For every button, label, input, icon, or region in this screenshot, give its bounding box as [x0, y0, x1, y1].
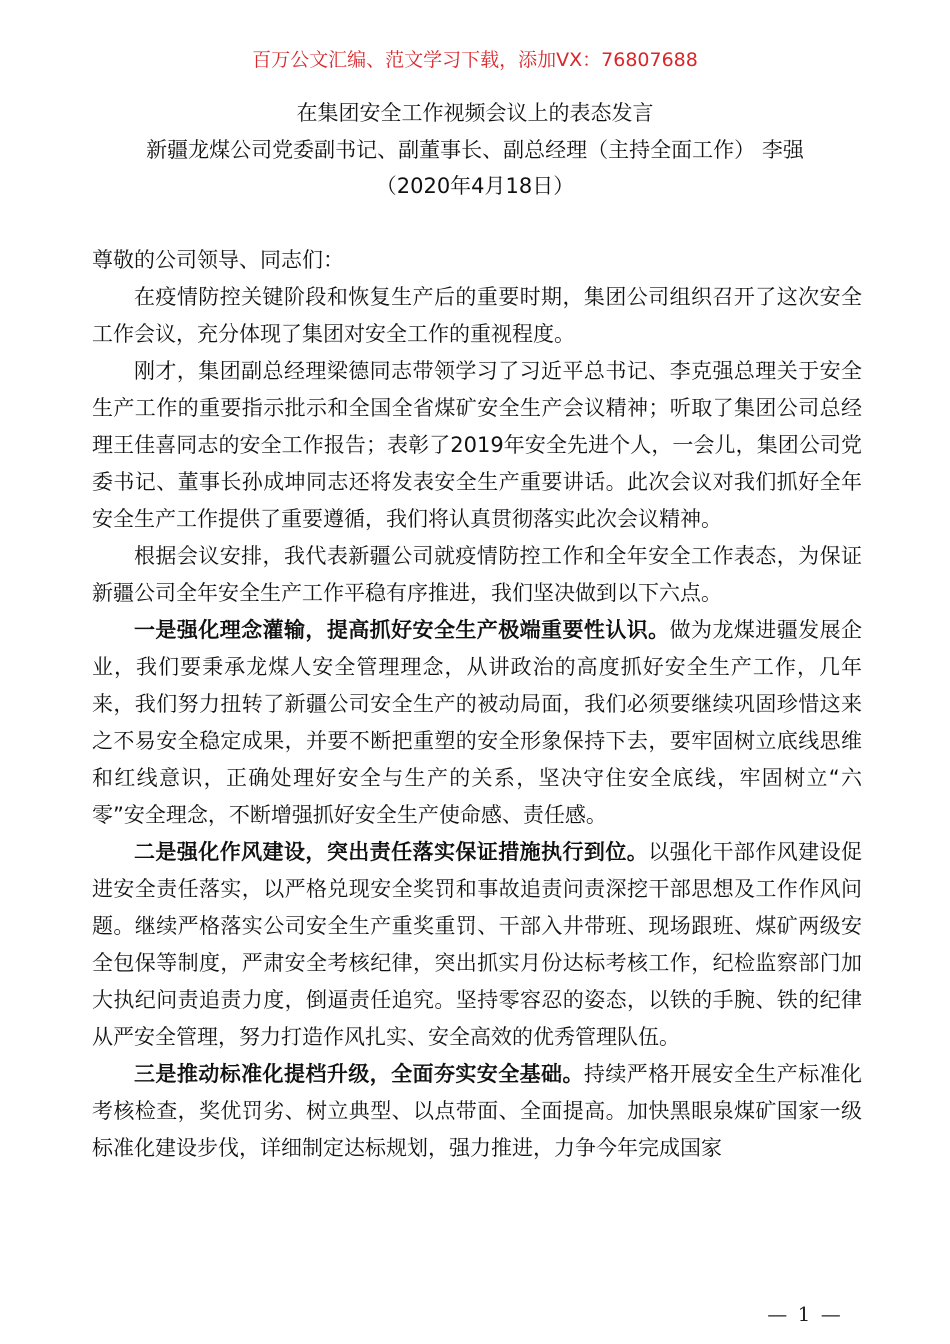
paragraph: [92, 834, 862, 1056]
paragraph: [92, 353, 862, 538]
paragraph: [92, 612, 862, 834]
paragraph: [92, 1056, 862, 1167]
paragraph-text: 以强化干部作风建设促进安全责任落实，以严格兑现安全奖罚和事故追责问责深挖干部思想及工作作风问题。继续严格落实公司安全生产重奖重罚、干部入井带班、现场跟班、煤矿两级安全包保等制度，严肃安全考核纪律，突出抓实月份达标考核工作，纪检监察部门加大执纪问责追责力度，倒逼责任追究。坚持零容忍的姿态，以铁的手腕、铁的纪律从严安全管理，努力打造作风扎实、安全高效的优秀管理队伍。: [92, 840, 863, 1049]
promo-banner: 百万公文汇编、范文学习下载，添加VX：76807688: [252, 49, 698, 71]
paragraph-lead: 一是强化理念灌输，提高抓好安全生产极端重要性认识。: [134, 618, 670, 642]
author-line: 新疆龙煤公司党委副书记、副董事长、副总经理（主持全面工作） 李强: [146, 138, 804, 162]
date-line: （2020年4月18日）: [375, 174, 575, 198]
page-number: — 1 —: [767, 1302, 843, 1326]
paragraph: [92, 279, 862, 353]
document-body: [92, 242, 862, 1167]
paragraph: [92, 538, 862, 612]
paragraph-text: 刚才，集团副总经理梁德同志带领学习了习近平总书记、李克强总理关于安全生产工作的重要指示批示和全国全省煤矿安全生产会议精神；听取了集团公司总经理王佳喜同志的安全工作报告；表彰了2019年安全先进个人，一会儿，集团公司党委书记、董事长孙成坤同志还将发表安全生产重要讲话。此次会议对我们抓好全年安全生产工作提供了重要遵循，我们将认真贯彻落实此次会议精神。: [92, 359, 862, 531]
paragraph-lead: 三是推动标准化提档升级，全面夯实安全基础。: [134, 1062, 584, 1086]
salutation: 尊敬的公司领导、同志们：: [92, 248, 344, 272]
paragraph-text: 持续严格开展安全生产标准化考核检查，奖优罚劣、树立典型、以点带面、全面提高。加快黑眼泉煤矿国家一级标准化建设步伐，详细制定达标规划，强力推进，力争今年完成国家: [92, 1062, 863, 1160]
document-title: 在集团安全工作视频会议上的表态发言: [296, 101, 654, 125]
paragraph-text: 根据会议安排，我代表新疆公司就疫情防控工作和全年安全工作表态，为保证新疆公司全年安全生产工作平稳有序推进，我们坚决做到以下六点。: [92, 544, 862, 605]
paragraph-lead: 二是强化作风建设，突出责任落实保证措施执行到位。: [134, 840, 649, 864]
paragraph-text: 在疫情防控关键阶段和恢复生产后的重要时期，集团公司组织召开了这次安全工作会议，充分体现了集团对安全工作的重视程度。: [92, 285, 862, 346]
paragraph-text: 做为龙煤进疆发展企业，我们要秉承龙煤人安全管理理念，从讲政治的高度抓好安全生产工作，几年来，我们努力扭转了新疆公司安全生产的被动局面，我们必须要继续巩固珍惜这来之不易安全稳定成果，并要不断把重塑的安全形象保持下去，要牢固树立底线思维和红线意识，正确处理好安全与生产的关系，坚决守住安全底线，牢固树立“六零”安全理念，不断增强抓好安全生产使命感、责任感。: [92, 618, 863, 827]
